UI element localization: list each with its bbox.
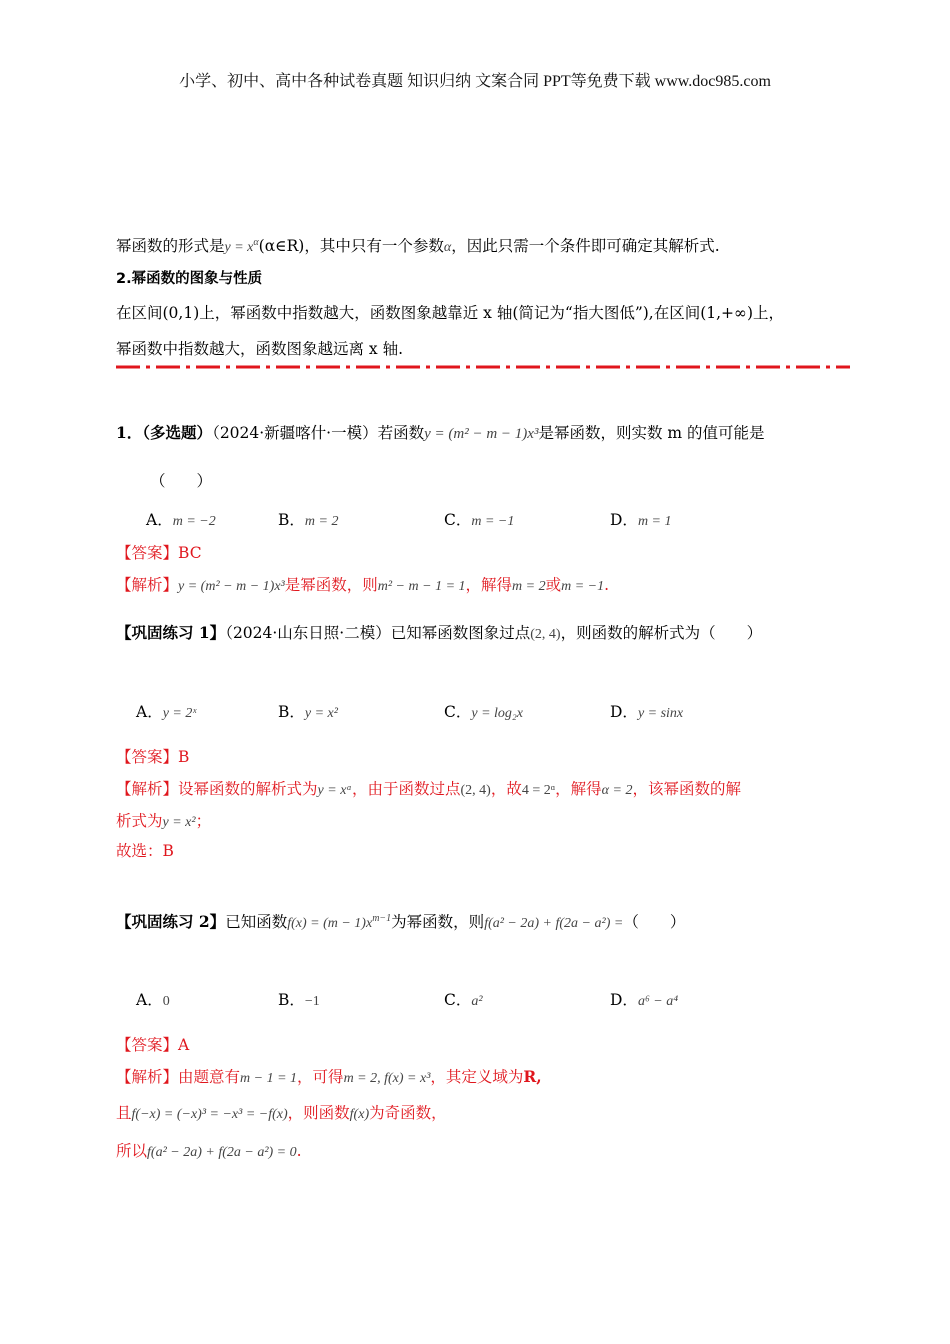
- intro-line-1: [116, 232, 720, 259]
- analysis-text: 由题意有: [178, 1068, 241, 1086]
- option-c[interactable]: [444, 700, 523, 722]
- analysis-text: ，该幂函数的解: [632, 780, 741, 798]
- option-value: m = −1: [471, 514, 515, 529]
- analysis-text: ；: [195, 812, 212, 830]
- option-value: a⁶ − a⁴: [637, 994, 679, 1009]
- formula: α = 2: [601, 783, 633, 798]
- intro-text: 幂函数的形式是: [116, 237, 225, 256]
- answer-line: [116, 542, 202, 564]
- practice-text: 已知函数: [225, 913, 288, 932]
- option-label: C．: [444, 511, 472, 529]
- option-a[interactable]: [146, 508, 216, 530]
- analysis-line: [116, 574, 609, 598]
- option-a[interactable]: [136, 700, 196, 722]
- answer-value: BC: [178, 544, 202, 562]
- option-value: y = 2ˣ: [162, 706, 197, 721]
- analysis-text: 为奇函数，: [369, 1104, 447, 1122]
- formula: f(x): [349, 1107, 370, 1122]
- formula: 4 = 2ᵅ: [521, 783, 556, 798]
- answer-label: 【答案】: [116, 544, 179, 562]
- analysis-line-2: [116, 810, 211, 834]
- formula-exponent: α: [253, 237, 259, 248]
- analysis-text: .: [296, 1142, 302, 1160]
- option-value: y = sinx: [637, 706, 684, 721]
- answer-label: 【答案】: [116, 748, 179, 766]
- option-label: D．: [610, 703, 638, 721]
- option-value: −1: [304, 994, 320, 1009]
- analysis-label: 【解析】: [116, 1068, 179, 1086]
- analysis-text: ，其定义域为: [430, 1068, 524, 1086]
- formula: m = 2: [512, 579, 546, 594]
- analysis-text: ，故: [490, 780, 522, 798]
- answer-label: 【答案】: [116, 1036, 179, 1054]
- analysis-text: ，解得: [555, 780, 602, 798]
- option-label: D．: [610, 991, 638, 1009]
- section-title: 2.幂函数的图象与性质: [116, 271, 263, 287]
- page-header: 小学、初中、高中各种试卷真题 知识归纳 文案合同 PPT等免费下载 www.doc985.com: [179, 73, 771, 90]
- option-label: D．: [610, 511, 638, 529]
- formula: α: [443, 240, 452, 256]
- formula: m = 2, f(x) = x³: [343, 1071, 431, 1086]
- option-value: m = 1: [637, 514, 672, 529]
- formula: y = x²: [162, 815, 196, 830]
- analysis-text: 设幂函数的解析式为: [178, 780, 318, 798]
- option-value: m = 2: [304, 514, 339, 529]
- conclusion-value: B: [162, 842, 174, 860]
- formula: (2, 4): [460, 783, 491, 798]
- practice-title: 【巩固练习 2】: [116, 912, 226, 932]
- analysis-text: 是幂函数，则: [284, 576, 378, 594]
- option-label: A．: [146, 511, 173, 529]
- conclusion-line: [116, 840, 174, 862]
- practice-text: 为幂函数，则: [391, 913, 485, 932]
- option-label: B．: [278, 511, 305, 529]
- formula: m² − m − 1 = 1: [377, 579, 466, 594]
- option-d[interactable]: [610, 988, 678, 1010]
- analysis-text: 析式为: [116, 812, 163, 830]
- formula: f(a² − 2a) + f(2a − a²) =: [484, 916, 624, 932]
- analysis-text: ，可得: [297, 1068, 344, 1086]
- option-label: A．: [136, 991, 163, 1009]
- intro-line-2: 在区间(0,1)上，幂函数中指数越大，函数图象越靠近 x 轴(简记为“指大图低”),在区间(1,+∞)上，: [116, 304, 784, 322]
- option-label: A．: [136, 703, 163, 721]
- analysis-line-2: [116, 1102, 447, 1126]
- question-source: （2024·新疆喀什·一模）若函数: [212, 424, 425, 442]
- option-d[interactable]: [610, 700, 683, 722]
- option-b[interactable]: [278, 988, 320, 1010]
- analysis-text: 或: [545, 576, 562, 594]
- formula: m − 1 = 1: [240, 1071, 298, 1086]
- analysis-line: [116, 778, 741, 802]
- option-label: C．: [444, 991, 472, 1009]
- answer-value: B: [178, 748, 190, 766]
- option-b[interactable]: [278, 508, 338, 530]
- practice-2: [116, 908, 685, 935]
- intro-text: (α∈R)，其中只有一个参数: [258, 237, 444, 256]
- answer-paren: （ ）: [150, 472, 213, 490]
- question-1: [116, 422, 765, 445]
- formula: y = (m² − m − 1)x³: [424, 426, 539, 442]
- answer-paren: （ ）: [623, 913, 686, 932]
- formula: (2, 4): [530, 627, 561, 642]
- option-value: y = log₂x: [471, 706, 524, 721]
- practice-text: ，则函数的解析式为（ ）: [560, 624, 763, 642]
- formula: m = −1: [561, 579, 605, 594]
- analysis-text: 且: [116, 1104, 132, 1122]
- analysis-text: .: [604, 576, 610, 594]
- answer-value: A: [178, 1036, 190, 1054]
- question-tag: （多选题）: [142, 423, 213, 442]
- option-value: 0: [162, 994, 170, 1009]
- analysis-text: 所以: [116, 1142, 148, 1160]
- option-value: m = −2: [172, 514, 216, 529]
- analysis-text: ，则函数: [287, 1104, 350, 1122]
- option-c[interactable]: [444, 508, 514, 530]
- formula: f(x) = (m − 1)x: [287, 916, 373, 932]
- formula: y = xᵅ: [317, 783, 352, 798]
- option-value: a²: [471, 994, 483, 1009]
- formula: y = x: [224, 240, 254, 256]
- analysis-text: ，解得: [465, 576, 513, 594]
- option-c[interactable]: [444, 988, 483, 1010]
- intro-text: ，因此只需一个条件即可确定其解析式.: [451, 237, 720, 256]
- formula: f(−x) = (−x)³ = −x³ = −f(x): [131, 1107, 288, 1122]
- analysis-text: ，由于函数过点: [351, 780, 461, 798]
- analysis-label: 【解析】: [116, 780, 179, 798]
- separator-line: [116, 365, 850, 369]
- intro-line-3: 幂函数中指数越大，函数图象越远离 x 轴.: [116, 340, 404, 358]
- conclusion-label: 故选：: [116, 842, 163, 860]
- question-text: 是幂函数，则实数 m 的值可能是: [538, 424, 765, 442]
- answer-line: [116, 1034, 189, 1056]
- practice-1: [116, 622, 762, 646]
- option-label: B．: [278, 703, 305, 721]
- option-value: y = x²: [304, 706, 338, 721]
- practice-source: （2024·山东日照·二模）已知幂函数图象过点: [225, 624, 531, 642]
- analysis-line: [116, 1066, 542, 1090]
- formula-exponent: m−1: [372, 913, 392, 924]
- formula: f(a² − 2a) + f(2a − a²) = 0: [147, 1145, 297, 1160]
- answer-line: [116, 746, 189, 768]
- analysis-text: R,: [523, 1067, 542, 1086]
- option-label: C．: [444, 703, 472, 721]
- analysis-line-3: [116, 1140, 302, 1164]
- option-d[interactable]: [610, 508, 672, 530]
- option-label: B．: [278, 991, 305, 1009]
- option-b[interactable]: [278, 700, 338, 722]
- option-a[interactable]: [136, 988, 170, 1010]
- analysis-label: 【解析】: [116, 576, 179, 594]
- formula: y = (m² − m − 1)x³: [178, 579, 285, 594]
- practice-title: 【巩固练习 1】: [116, 623, 226, 642]
- question-number: 1．: [116, 423, 143, 442]
